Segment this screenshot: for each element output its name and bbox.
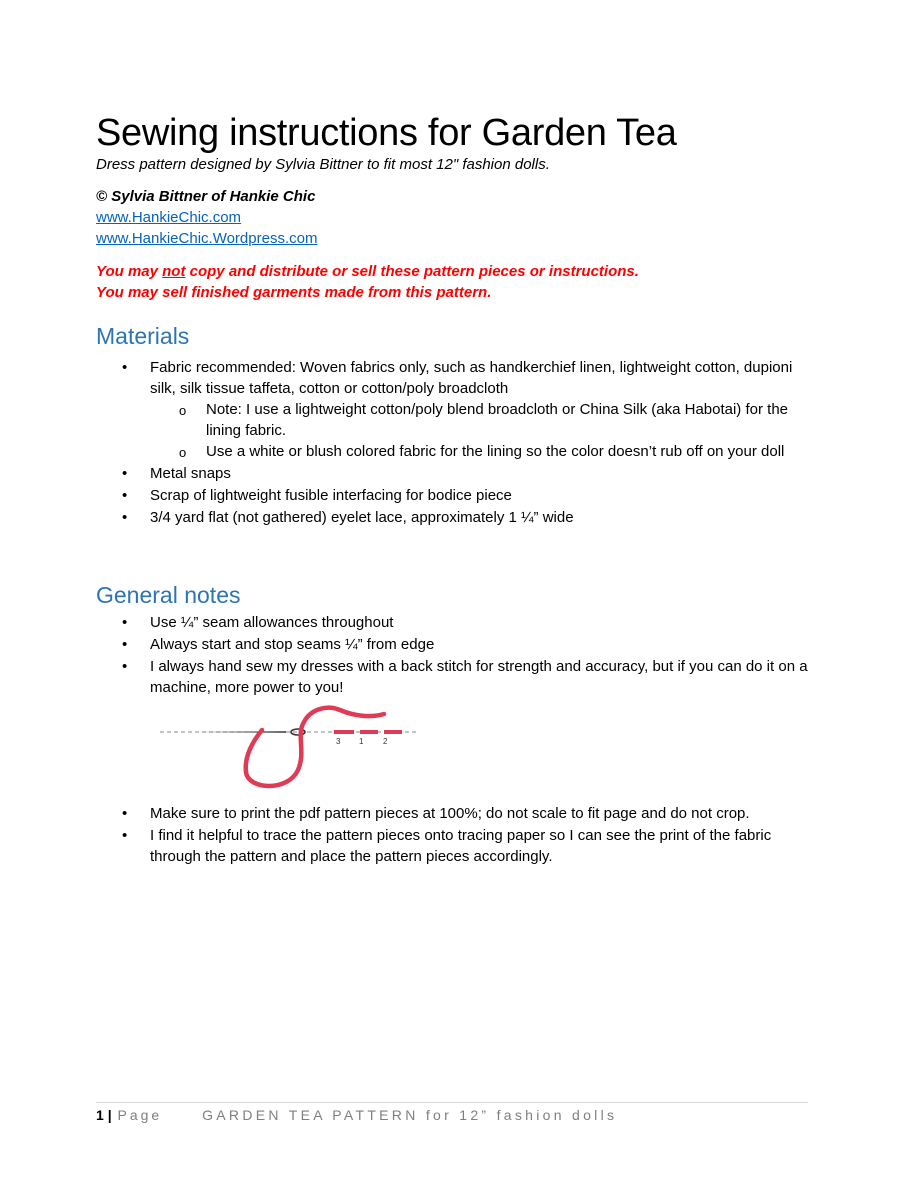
sublist-item xyxy=(150,441,808,462)
needle-icon xyxy=(198,731,286,733)
list-item xyxy=(96,656,808,698)
list-item-text: Metal snaps xyxy=(150,465,231,482)
copyright-warning-line1 xyxy=(96,263,639,280)
sublist-item-text: Note: I use a lightweight cotton/poly blend broadcloth or China Silk (aka Habotai) for the lining fabric. xyxy=(206,401,788,439)
footer-text: GARDEN TEA PATTERN for 12” fashion dolls xyxy=(202,1107,618,1123)
list-item xyxy=(96,634,808,655)
document-title: Sewing instructions for Garden Tea xyxy=(96,112,677,154)
list-item-text: • Fabric recommended: Woven fabrics only, such as handkerchief linen, lightweight cotton, dupioni silk, silk tissue taffeta, cotton or cotton/poly broadcloth xyxy=(150,359,793,397)
materials-heading: Materials xyxy=(96,323,190,349)
document-subtitle: Dress pattern designed by Sylvia Bittner to fit most 12" fashion dolls. xyxy=(96,156,550,173)
sublist-item xyxy=(150,399,808,441)
stitch-label-2: 2 xyxy=(383,737,388,746)
list-item xyxy=(96,803,808,824)
list-item xyxy=(96,825,808,867)
list-item-text: Make sure to print the pdf pattern pieces at 100%; do not scale to fit page and do not crop. xyxy=(150,805,750,822)
list-item xyxy=(96,612,808,633)
general-notes-heading: General notes xyxy=(96,582,241,608)
thread-icon xyxy=(246,708,384,786)
copyright-warning-line2: You may sell finished garments made from this pattern. xyxy=(96,284,492,301)
link-hankiechic[interactable]: www.HankieChic.com xyxy=(96,209,242,226)
general-notes-list xyxy=(96,612,808,699)
warning-text-before: You may xyxy=(96,263,163,280)
footer-page-label: Page xyxy=(117,1107,163,1123)
general-notes-list-continued xyxy=(96,803,808,868)
warning-emphasis: not xyxy=(162,263,186,280)
copyright-author: © Sylvia Bittner of Hankie Chic xyxy=(96,188,316,205)
stitch-label-3: 3 xyxy=(336,737,341,746)
link-hankiechic-wordpress[interactable]: www.HankieChic.Wordpress.com xyxy=(96,230,318,247)
list-item-text: I always hand sew my dresses with a back stitch for strength and accuracy, but if you can do it on a machine, more power to you! xyxy=(150,658,808,696)
stitch-label-1: 1 xyxy=(359,737,364,746)
warning-text-after: copy and distribute or sell these pattern pieces or instructions. xyxy=(185,263,639,280)
list-item xyxy=(96,463,808,484)
backstitch-diagram xyxy=(158,700,418,792)
page-footer xyxy=(96,1102,808,1123)
list-item xyxy=(96,357,808,462)
list-item-text: Scrap of lightweight fusible interfacing for bodice piece xyxy=(150,487,512,504)
sublist-item-text: Use a white or blush colored fabric for the lining so the color doesn’t rub off on your doll xyxy=(206,443,785,460)
list-item xyxy=(96,507,808,528)
list-item xyxy=(96,485,808,506)
materials-sublist xyxy=(150,399,808,462)
list-item-text: Use ¼” seam allowances throughout xyxy=(150,614,394,631)
list-item-text: I find it helpful to trace the pattern pieces onto tracing paper so I can see the print of the fabric through the pattern and place the pattern pieces accordingly. xyxy=(150,827,772,865)
list-item-text: 3/4 yard flat (not gathered) eyelet lace, approximately 1 ¼” wide xyxy=(150,509,574,526)
list-item-text: Always start and stop seams ¼” from edge xyxy=(150,636,435,653)
footer-separator: | xyxy=(107,1107,112,1123)
materials-list xyxy=(96,357,808,529)
footer-page-number: 1 xyxy=(96,1107,104,1123)
